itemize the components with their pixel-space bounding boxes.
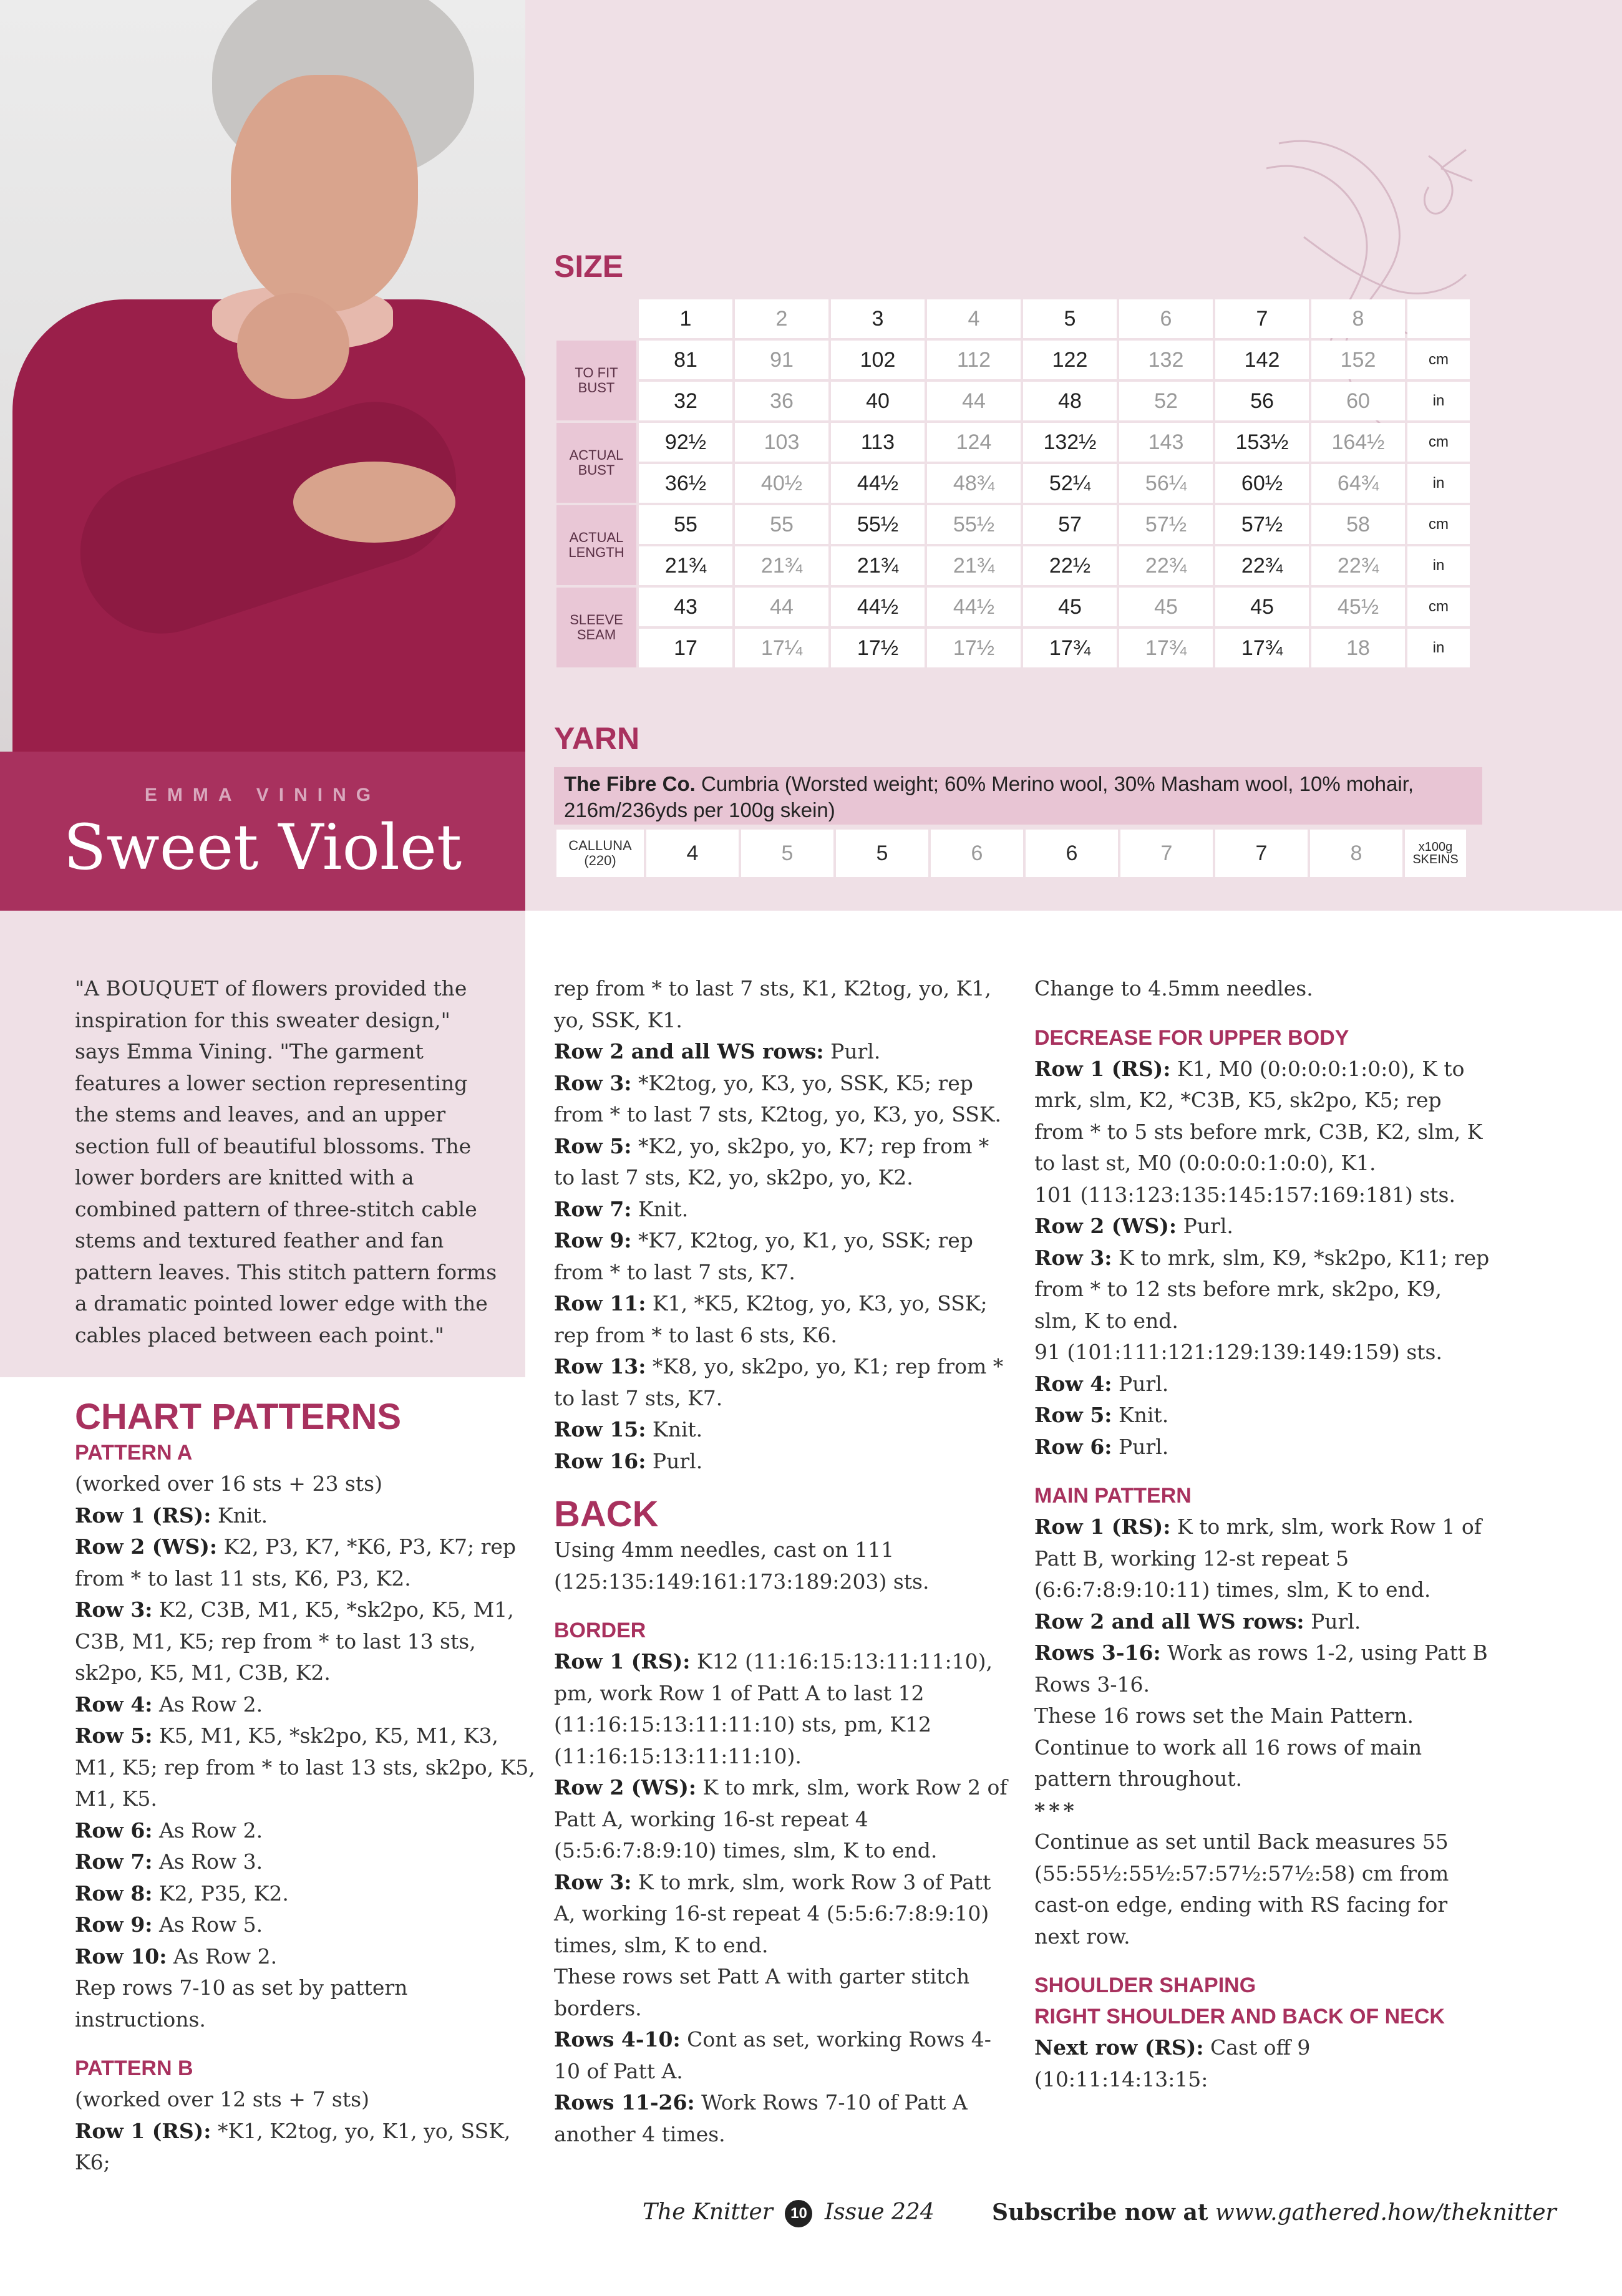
row-text: Knit. [1112,1403,1169,1427]
row-text: As Row 3. [152,1849,263,1874]
instruction-row [1034,1637,1490,1700]
row-text: Purl. [1304,1609,1361,1634]
row-text: K5, M1, K5, *sk2po, K5, M1, K3, M1, K5; rep from * to last 13 sts, sk2po, K5, M1, K5. [75,1723,535,1811]
row-label: TO FIT BUST [556,341,636,420]
instruction-row [75,1500,537,1532]
border-heading: BORDER [554,1619,646,1642]
instruction-row [1034,1400,1490,1431]
value-cell: 40 [831,382,925,420]
shoulder-heading: SHOULDER SHAPING [1034,1974,1256,1997]
shade-label: CALLUNA (220) [556,830,644,877]
row-label: Row 9: [75,1912,153,1937]
value-cell: 44½ [831,464,925,503]
row-text: Knit. [646,1417,703,1441]
subscribe-text: Subscribe now at [992,2199,1208,2226]
unit-cell: cm [1407,588,1470,626]
row-label: Row 2 (WS): [75,1534,218,1559]
instruction-row [554,1772,1009,1867]
row-label: Row 16: [554,1448,646,1473]
value-cell: 45 [1023,588,1117,626]
instruction-row [554,1288,1009,1351]
size-cell: 2 [735,299,828,338]
row-text: Knit. [211,1503,268,1528]
row-label: ACTUAL LENGTH [556,505,636,585]
main-pattern-heading: MAIN PATTERN [1034,1484,1192,1508]
row-label: Row 5: [1034,1403,1112,1427]
value-cell: 17½ [927,629,1021,667]
row-text: Purl. [1112,1371,1169,1396]
instruction-row [554,1351,1009,1414]
value-cell: 153½ [1215,423,1309,462]
subscribe-link[interactable]: www.gathered.how/theknitter [1215,2200,1556,2226]
value-cell: 57 [1023,505,1117,544]
row-text: Purl. [1112,1434,1169,1459]
instruction-row [75,1909,537,1941]
value-cell: 132 [1119,341,1213,379]
row-label: Row 1 (RS): [1034,1514,1171,1539]
unit-cell [1407,299,1470,338]
value-cell: 17¾ [1215,629,1309,667]
value-cell: 64¾ [1311,464,1405,503]
row-label: Row 13: [554,1354,646,1378]
section-divider: *** [1034,1798,1078,1823]
row-label: Row 6: [1034,1434,1112,1459]
value-cell: 60 [1311,382,1405,420]
main-note: These 16 rows set the Main Pattern. Continue to work all 16 rows of main pattern throughout. [1034,1703,1422,1791]
row-label: Row 1 (RS): [75,2118,211,2143]
value-cell: 112 [927,341,1021,379]
row-text: K to mrk, slm, work Row 2 of Patt A, working 16-st repeat 4 (5:5:6:7:8:9:10) times, slm, K to end. [554,1775,1008,1862]
value-cell: 48 [1023,382,1117,420]
row-label: Rows 4-10: [554,2027,681,2051]
column-3 [1034,973,1490,2095]
value-cell: 17¾ [1023,629,1117,667]
page-number: 10 [785,2200,812,2227]
table-row [556,464,1470,503]
value-cell: 45 [1119,588,1213,626]
row-text: *K7, K2tog, yo, K1, yo, SSK; rep from * to last 7 sts, K7. [554,1228,973,1284]
row-text: K to mrk, slm, K9, *sk2po, K11; rep from * to 12 sts before mrk, sk2po, K9, slm, K to end. [1034,1245,1490,1333]
size-cell: 6 [1119,299,1213,338]
row-label: Row 2 and all WS rows: [1034,1609,1304,1634]
row-text: K1, *K5, K2tog, yo, K3, yo, SSK; rep from * to last 6 sts, K6. [554,1291,988,1347]
quantity-cell: 8 [1310,830,1402,877]
row-text: As Row 2. [167,1944,278,1969]
footer-magazine [643,2199,935,2227]
value-cell: 122 [1023,341,1117,379]
value-cell: 102 [831,341,925,379]
value-cell: 55 [639,505,732,544]
value-cell: 55½ [927,505,1021,544]
row-text: K to mrk, slm, work Row 1 of Patt B, working 12-st repeat 5 (6:6:7:8:9:10:11) times, slm, K to end. [1034,1514,1482,1602]
row-label: Row 9: [554,1228,632,1252]
instruction-row [75,1941,537,1973]
value-cell: 43 [639,588,732,626]
row-text: Purl. [646,1448,703,1473]
instruction-row [75,1689,537,1721]
instruction-row [554,1446,1009,1478]
issue-number: Issue 224 [824,2199,935,2225]
value-cell: 48¾ [927,464,1021,503]
yarn-heading: YARN [554,721,640,756]
table-row [556,505,1470,544]
value-cell: 44 [927,382,1021,420]
instruction-row [1034,1431,1490,1463]
row-label: Row 7: [554,1196,632,1221]
row-text: Knit. [631,1196,689,1221]
unit-cell: cm [1407,505,1470,544]
pattern-b-heading: PATTERN B [75,2056,193,2080]
value-cell: 113 [831,423,925,462]
quantity-cell: 6 [1026,830,1118,877]
value-cell: 17¼ [735,629,828,667]
value-cell: 55½ [831,505,925,544]
back-intro: Using 4mm needles, cast on 111 (125:135:149:161:173:189:203) sts. [554,1538,930,1594]
stitch-count: 101 (113:123:135:145:157:169:181) sts. [1034,1182,1455,1207]
row-label: Row 3: [554,1070,632,1095]
row-label: Row 6: [75,1818,153,1843]
unit-cell: in [1407,382,1470,420]
value-cell: 56 [1215,382,1309,420]
designer-name: EMMA VINING [144,785,381,805]
row-label: Row 5: [554,1133,632,1158]
row-text: *K1, K2tog, yo, K1, yo, SSK, K6; [75,2118,511,2174]
row-text: Work as rows 1-2, using Patt B Rows 3-16. [1034,1640,1488,1697]
value-cell: 124 [927,423,1021,462]
row-label: Row 5: [75,1723,153,1748]
row-label: Row 8: [75,1881,153,1906]
value-cell: 57½ [1119,505,1213,544]
instruction-row [1034,1511,1490,1606]
row-text: *K2, yo, sk2po, yo, K7; rep from * to last 7 sts, K2, yo, sk2po, yo, K2. [554,1133,989,1189]
unit-cell: in [1407,629,1470,667]
instruction-row [75,1878,537,1910]
size-row-sizes [556,299,1470,338]
row-label: Row 2 (WS): [554,1775,697,1800]
value-cell: 22¾ [1311,546,1405,585]
rep-note: Rep rows 7-10 as set by pattern instructions. [75,1975,408,2032]
column-2 [554,973,1009,2150]
unit-cell: cm [1407,423,1470,462]
value-cell: 17¾ [1119,629,1213,667]
instruction-row [75,1720,537,1815]
row-label: Row 7: [75,1849,153,1874]
row-text: As Row 2. [152,1692,263,1717]
quantity-cell: 5 [741,830,833,877]
instruction-row [75,1846,537,1878]
pattern-a-heading: PATTERN A [75,1441,193,1465]
instruction-row [75,2116,537,2179]
table-row [556,629,1470,667]
row-label: Row 2 (WS): [1034,1214,1177,1238]
pattern-b-continued: rep from * to last 7 sts, K1, K2tog, yo, K1, yo, SSK, K1. [554,976,991,1032]
quantity-cell: 7 [1215,830,1308,877]
row-label: Row 4: [75,1692,153,1717]
value-cell: 52¼ [1023,464,1117,503]
instruction-row [1034,1368,1490,1400]
row-text: K to mrk, slm, work Row 3 of Patt A, working 16-st repeat 4 (5:5:6:7:8:9:10) times, slm, K to end. [554,1869,991,1957]
row-label: Row 10: [75,1944,167,1969]
table-row [556,546,1470,585]
row-label: Next row (RS): [1034,2035,1204,2060]
shoulder-subheading: RIGHT SHOULDER AND BACK OF NECK [1034,2005,1445,2028]
value-cell: 17 [639,629,732,667]
yarn-details: Cumbria (Worsted weight; 60% Merino wool, 30% Masham wool, 10% mohair, 216m/236yds per 100g skein) [564,772,1414,821]
value-cell: 55 [735,505,828,544]
value-cell: 44½ [831,588,925,626]
size-heading: SIZE [554,249,624,284]
instruction-row [1034,1054,1490,1179]
value-cell: 44½ [927,588,1021,626]
row-text: Cont as set, working Rows 4-10 of Patt A. [554,2027,991,2083]
value-cell: 143 [1119,423,1213,462]
value-cell: 32 [639,382,732,420]
row-label: Row 2 and all WS rows: [554,1039,824,1063]
size-cell: 7 [1215,299,1309,338]
instruction-row [554,1068,1009,1131]
value-cell: 56¼ [1119,464,1213,503]
size-cell: 4 [927,299,1021,338]
row-label: Rows 3-16: [1034,1640,1161,1665]
instruction-row [554,1646,1009,1772]
column-1 [75,1397,537,2179]
yarn-quantity-table [554,830,1469,877]
table-row [556,830,1466,877]
unit-cell: in [1407,546,1470,585]
row-label: Row 3: [1034,1245,1112,1270]
table-row [556,423,1470,462]
value-cell: 45 [1215,588,1309,626]
value-cell: 152 [1311,341,1405,379]
instruction-row [554,2087,1009,2150]
value-cell: 52 [1119,382,1213,420]
row-label: Row 4: [1034,1371,1112,1396]
pattern-title: Sweet Violet [63,811,462,884]
size-cell: 8 [1311,299,1405,338]
value-cell: 36½ [639,464,732,503]
row-label: Row 3: [75,1597,153,1622]
row-text: Work Rows 7-10 of Patt A another 4 times. [554,2090,968,2146]
row-text: As Row 5. [152,1912,263,1937]
instruction-row [554,1867,1009,1962]
value-cell: 103 [735,423,828,462]
row-label: ACTUAL BUST [556,423,636,503]
value-cell: 22¾ [1215,546,1309,585]
value-cell: 164½ [1311,423,1405,462]
row-text: *K8, yo, sk2po, yo, K1; rep from * to last 7 sts, K7. [554,1354,1004,1410]
size-cell: 1 [639,299,732,338]
row-text: Cast off 9 (10:11:14:13:15: [1034,2035,1311,2091]
value-cell: 81 [639,341,732,379]
instruction-row [554,2024,1009,2087]
quantity-cell: 6 [931,830,1023,877]
table-corner [556,299,636,338]
table-row [556,588,1470,626]
quantity-cell: 4 [646,830,739,877]
instruction-row [554,1131,1009,1194]
instruction-row [75,1594,537,1689]
value-cell: 44 [735,588,828,626]
value-cell: 60½ [1215,464,1309,503]
instruction-row [1034,1242,1490,1337]
instruction-row [75,1815,537,1847]
chart-patterns-heading: CHART PATTERNS [75,1397,402,1437]
yarn-brand: The Fibre Co. [564,772,696,795]
row-label: Row 15: [554,1417,646,1441]
row-label: SLEEVE SEAM [556,588,636,667]
row-label: Row 1 (RS): [1034,1056,1171,1081]
size-cell: 5 [1023,299,1117,338]
table-row [556,382,1470,420]
row-label: Row 1 (RS): [75,1503,211,1528]
row-text: K2, P35, K2. [152,1881,289,1906]
instruction-row [1034,1606,1490,1638]
value-cell: 57½ [1215,505,1309,544]
model-photo [0,0,525,752]
quantity-cell: 7 [1120,830,1213,877]
instruction-row [554,1194,1009,1226]
instruction-row [554,1036,1009,1068]
row-text: As Row 2. [152,1818,263,1843]
value-cell: 91 [735,341,828,379]
row-text: K2, C3B, M1, K5, *sk2po, K5, M1, C3B, M1, K5; rep from * to last 13 sts, sk2po, K5, M1, C3B, K2. [75,1597,514,1685]
value-cell: 45½ [1311,588,1405,626]
table-row [556,341,1470,379]
value-cell: 21¾ [927,546,1021,585]
back-heading: BACK [554,1494,659,1534]
row-text: Purl. [1177,1214,1233,1238]
pattern-b-note: (worked over 12 sts + 7 sts) [75,2087,369,2111]
row-label: Rows 11-26: [554,2090,695,2114]
value-cell: 36 [735,382,828,420]
value-cell: 22½ [1023,546,1117,585]
instruction-row [554,1414,1009,1446]
size-cell: 3 [831,299,925,338]
instruction-row [1034,2032,1490,2095]
value-cell: 21¾ [831,546,925,585]
row-text: K1, M0 (0:0:0:0:1:0:0), K to mrk, slm, K2, *C3B, K5, sk2po, K5; rep from * to 5 sts before mrk, C3B, K2, slm, K to last st, M0 (0:0:0:0:1:0:0), K1. [1034,1056,1483,1175]
size-table [554,297,1472,670]
value-cell: 58 [1311,505,1405,544]
magazine-name: The Knitter [643,2199,773,2225]
intro-quote: "A BOUQUET of flowers provided the inspiration for this sweater design," says Emma Vining. "The garment features a lower section representing the stems and leaves, and an upper section full of beautiful blossoms. The lower borders are knitted with a combined pattern of three-stitch cable stems and textured feather and fan pattern leaves. This stitch pattern forms a dramatic pointed lower edge with the cables placed between each point." [75,976,497,1347]
quantity-cell: 5 [836,830,928,877]
stitch-count: 91 (101:111:121:129:139:149:159) sts. [1034,1340,1442,1364]
footer-subscribe [992,2199,1556,2226]
value-cell: 142 [1215,341,1309,379]
value-cell: 17½ [831,629,925,667]
instruction-row [554,1225,1009,1288]
value-cell: 21¾ [735,546,828,585]
value-cell: 21¾ [639,546,732,585]
row-label: Row 1 (RS): [554,1649,691,1674]
row-text: Purl. [823,1039,881,1063]
value-cell: 22¾ [1119,546,1213,585]
row-text: *K2tog, yo, K3, yo, SSK, K5; rep from * to last 7 sts, K2tog, yo, K3, yo, SSK. [554,1070,1002,1126]
value-cell: 40½ [735,464,828,503]
unit-cell: cm [1407,341,1470,379]
needle-change: Change to 4.5mm needles. [1034,976,1313,1000]
row-text: K12 (11:16:15:13:11:11:10), pm, work Row 1 of Patt A to last 12 (11:16:15:13:11:11:10) sts, pm, K12 (11:16:15:13:11:11:10). [554,1649,993,1768]
instruction-row [75,1531,537,1594]
continue-text: Continue as set until Back measures 55 (55:55½:55½:57:57½:57½:58) cm from cast-on edge, ending with RS facing for next row. [1034,1829,1449,1949]
decrease-heading: DECREASE FOR UPPER BODY [1034,1025,1349,1050]
border-note: These rows set Patt A with garter stitch borders. [554,1964,970,2020]
pattern-a-note: (worked over 16 sts + 23 sts) [75,1471,382,1496]
instruction-row [1034,1211,1490,1242]
value-cell: 18 [1311,629,1405,667]
value-cell: 132½ [1023,423,1117,462]
unit-cell: x100g SKEINS [1405,830,1466,877]
row-label: Row 11: [554,1291,646,1315]
row-label: Row 3: [554,1869,632,1894]
value-cell: 92½ [639,423,732,462]
unit-cell: in [1407,464,1470,503]
yarn-description [554,767,1482,825]
row-text: K2, P3, K7, *K6, P3, K7; rep from * to last 11 sts, K6, P3, K2. [75,1534,517,1591]
